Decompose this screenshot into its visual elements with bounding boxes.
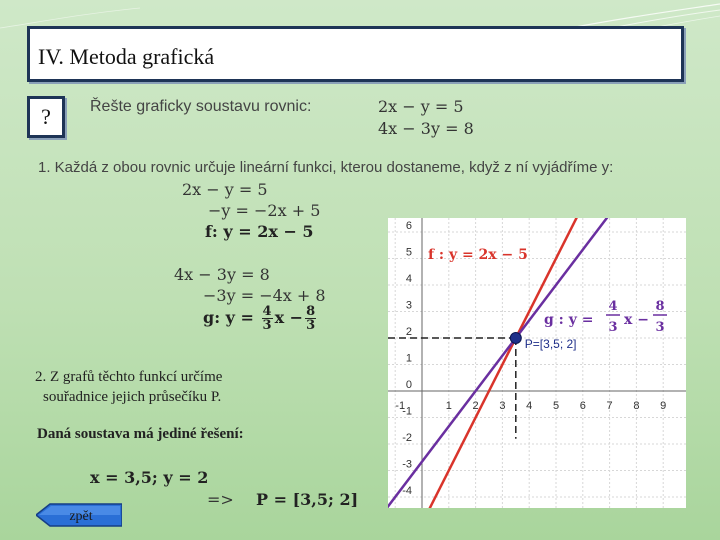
step2-text [35, 367, 222, 407]
back-button-label: zpět [69, 509, 93, 524]
g-label-frac1-den: 3 [608, 320, 618, 335]
question-mark-badge: ? [27, 96, 65, 138]
y-tick-label: 1 [405, 352, 412, 365]
g-label-frac1-num: 4 [608, 299, 618, 314]
g-derivation-line-2: −3y = −4x + 8 [203, 286, 326, 305]
y-tick-label: -3 [402, 458, 412, 471]
y-tick-label: 2 [405, 326, 412, 338]
f-result-prefix: f: y = [205, 222, 258, 241]
page-title: IV. Metoda grafická [38, 44, 215, 69]
f-result-expr: 2x − 5 [257, 222, 314, 241]
g-fraction-1-den: 3 [262, 318, 272, 333]
y-tick-label: -1 [402, 405, 412, 418]
y-tick-label: 5 [405, 246, 412, 259]
x-tick-label: -1 [395, 400, 406, 412]
g-derivation-line-1: 4x − 3y = 8 [174, 265, 270, 284]
x-tick-label: 7 [606, 400, 613, 412]
y-tick-label: 6 [405, 220, 412, 232]
x-tick-label: 8 [633, 400, 640, 412]
back-button[interactable] [36, 503, 122, 527]
y-tick-label: -4 [402, 485, 412, 497]
x-tick-label: 3 [499, 400, 506, 412]
title-box [27, 26, 684, 82]
g-label-mid: x − [624, 312, 649, 328]
y-tick-label: 0 [405, 379, 412, 391]
g-result [203, 305, 318, 332]
f-derivation-line-2: −y = −2x + 5 [208, 201, 321, 220]
g-fraction-1-num: 4 [262, 304, 272, 319]
g-result-mid: x − [274, 308, 304, 327]
y-tick-label: 3 [405, 299, 412, 312]
x-tick-label: 2 [472, 400, 479, 412]
solution-arrow: => [207, 490, 234, 509]
g-label-prefix: g : y = [544, 312, 594, 328]
g-fraction-2 [305, 305, 316, 332]
f-result [205, 222, 314, 241]
solution-values: x = 3,5; y = 2 [90, 468, 209, 487]
solution-heading: Daná soustava má jediné řešení: [37, 426, 244, 442]
x-tick-label: 5 [552, 400, 560, 412]
f-function-label: f : y = 2x − 5 [428, 247, 528, 263]
task-equation-2: 4x − 3y = 8 [378, 119, 474, 138]
solution-point: P = [3,5; 2] [256, 490, 359, 509]
g-label-frac2-num: 8 [655, 299, 665, 314]
g-fraction-1 [262, 305, 273, 332]
y-tick-label: 4 [405, 273, 412, 285]
x-tick-label: 9 [660, 400, 667, 412]
function-graph [388, 218, 686, 508]
g-result-prefix: g: y = [203, 308, 260, 327]
step1-text: 1. Každá z obou rovnic určuje lineární funkci, kterou dostaneme, když z ní vyjádříme y: [38, 159, 614, 176]
x-tick-label: 6 [579, 400, 586, 412]
task-equation-1: 2x − y = 5 [378, 97, 464, 116]
intersection-label: P=[3,5; 2] [524, 337, 577, 351]
step2-line-1: 2. Z grafů těchto funkcí určíme [35, 369, 223, 385]
g-label-frac2-den: 3 [655, 320, 665, 335]
g-fraction-2-num: 8 [306, 304, 316, 319]
f-derivation-line-1: 2x − y = 5 [182, 180, 268, 199]
intersection-point [510, 333, 521, 344]
step2-line-2: souřadnice jejich průsečíku P. [43, 389, 222, 405]
y-tick-label: -2 [402, 432, 412, 444]
x-tick-label: 4 [526, 400, 533, 412]
task-label: Řešte graficky soustavu rovnic: [90, 98, 312, 115]
x-tick-label: 1 [445, 400, 452, 412]
g-fraction-2-den: 3 [306, 318, 316, 333]
